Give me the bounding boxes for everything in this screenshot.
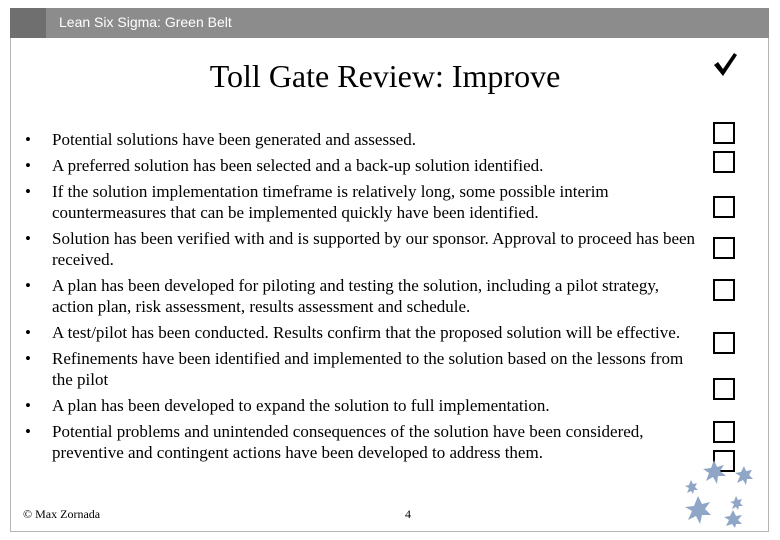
list-item [22, 421, 702, 463]
list-item [22, 181, 702, 223]
bullet: • [25, 276, 31, 295]
list-item [22, 155, 702, 176]
bullet: • [25, 422, 31, 441]
course-name: Lean Six Sigma: Green Belt [59, 14, 232, 30]
checkmark-icon [712, 50, 738, 78]
page-number: 4 [405, 507, 411, 521]
slide-title: Toll Gate Review: Improve [209, 58, 561, 94]
checkbox-7[interactable] [713, 378, 735, 400]
list-item-text: Refinements have been identified and implemented to the solution based on the lessons from the pilot [52, 349, 684, 389]
list-item [22, 395, 702, 416]
list-item [22, 129, 702, 150]
list-item-text: Potential solutions have been generated and assessed. [52, 130, 416, 149]
bullet: • [25, 396, 31, 415]
checkbox-3[interactable] [713, 196, 735, 218]
checkbox-1[interactable] [713, 122, 735, 144]
bullet: • [25, 130, 31, 149]
bullet: • [25, 156, 31, 175]
list-item [22, 228, 702, 270]
list-item [22, 322, 702, 343]
checkbox-2[interactable] [713, 151, 735, 173]
header-square [10, 8, 46, 38]
bullet: • [25, 323, 31, 342]
list-item-text: Potential problems and unintended consequences of the solution have been considered, preventive and contingent actions have been developed to address them. [52, 422, 644, 462]
checkbox-4[interactable] [713, 237, 735, 259]
list-item [22, 348, 702, 390]
star-decoration-icon [676, 458, 776, 528]
bullet: • [25, 349, 31, 368]
bullet: • [25, 182, 31, 201]
checkbox-5[interactable] [713, 279, 735, 301]
list-item [22, 275, 702, 317]
checkbox-8[interactable] [713, 421, 735, 443]
checkbox-6[interactable] [713, 332, 735, 354]
list-item-text: A plan has been developed for piloting and testing the solution, including a pilot strategy, action plan, risk assessment, results assessment and schedule. [52, 276, 660, 316]
bullet: • [25, 229, 31, 248]
list-item-text: A preferred solution has been selected and a back-up solution identified. [52, 156, 544, 175]
list-item-text: Solution has been verified with and is supported by our sponsor. Approval to proceed has been received. [52, 229, 696, 269]
list-item-text: A test/pilot has been conducted. Results confirm that the proposed solution will be effective. [52, 323, 681, 342]
list-item-text: A plan has been developed to expand the solution to full implementation. [52, 396, 550, 415]
copyright: © Max Zornada [23, 507, 101, 521]
list-item-text: If the solution implementation timeframe is relatively long, some possible interim countermeasures that can be implemented quickly have been identified. [52, 182, 609, 222]
header-bar [10, 8, 769, 38]
checklist [22, 129, 702, 468]
